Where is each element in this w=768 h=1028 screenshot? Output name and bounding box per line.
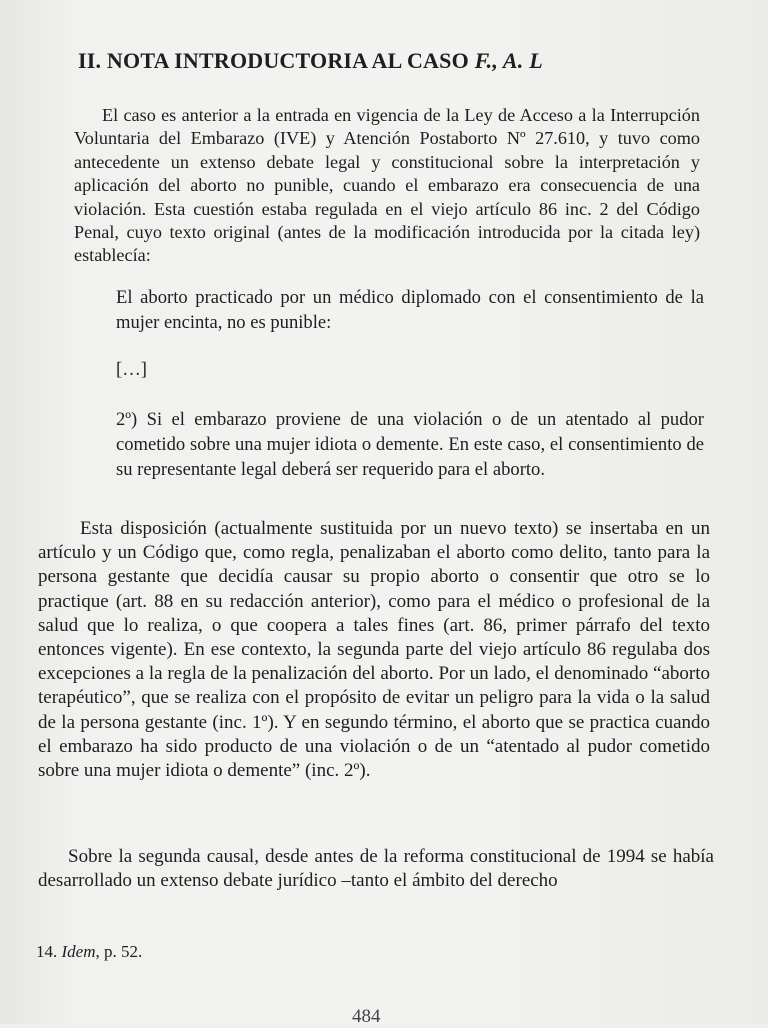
heading-prefix: II. NOTA INTRODUCTORIA AL CASO xyxy=(78,48,469,73)
section-heading xyxy=(78,48,718,74)
footnote-number: 14. xyxy=(36,942,58,961)
legal-quote-ellipsis: […] xyxy=(116,359,147,380)
body-paragraph-1: Esta disposición (actualmente sustituida por un nuevo texto) se insertaba en un artículo y un Código que, como regla, penalizaban el aborto como delito, tanto para la persona gestante que decidía causar su propio aborto o consentir que otro se lo practique (art. 88 en su redacción anterior), como para el médico o profesional de la salud que lo realiza, o que coopera a tales fines (art. 86, primer párrafo del texto entonces vigente). En ese contexto, la segunda parte del viejo artículo 86 regulaba dos excepciones a la regla de la penalización del aborto. Por un lado, el denominado “aborto terapéutico”, que se realiza con el propósito de evitar un peligro para la vida o la salud de la persona gestante (inc. 1º). Y en segundo término, el aborto que se practica cuando el embarazo ha sido producto de una violación o de un “atentado al pudor cometido sobre una mujer idiota o demente” (inc. 2º). xyxy=(38,518,710,782)
legal-quote-paragraph-1: El aborto practicado por un médico diplomado con el consentimiento de la mujer encinta, no es punible: xyxy=(116,287,704,333)
page-number: 484 xyxy=(352,1006,381,1027)
footnote xyxy=(36,942,142,962)
intro-paragraph: El caso es anterior a la entrada en vigencia de la Ley de Acceso a la Interrupción Voluntaria del Embarazo (IVE) y Atención Postaborto Nº 27.610, y tuvo como antecedente un extenso debate legal y constitucional sobre la interpretación y aplicación del aborto no punible, cuando el embarazo era consecuencia de una violación. Esta cuestión estaba regulada en el viejo artículo 86 inc. 2 del Código Penal, cuyo texto original (antes de la modificación introducida por la citada ley) establecía: xyxy=(74,105,700,266)
footnote-source: Idem xyxy=(61,942,96,961)
heading-case-name: F., A. L xyxy=(474,48,543,73)
footnote-page-ref: , p. 52. xyxy=(95,942,143,961)
legal-quote-paragraph-2: 2º) Si el embarazo proviene de una violación o de un atentado al pudor cometido sobre una mujer idiota o demente. En este caso, el consentimiento de su representante legal deberá ser requerido para el aborto. xyxy=(116,409,704,480)
body-paragraph-2: Sobre la segunda causal, desde antes de la reforma constitucional de 1994 se había desarrollado un extenso debate jurídico –tanto el ámbito del derecho xyxy=(38,846,714,892)
